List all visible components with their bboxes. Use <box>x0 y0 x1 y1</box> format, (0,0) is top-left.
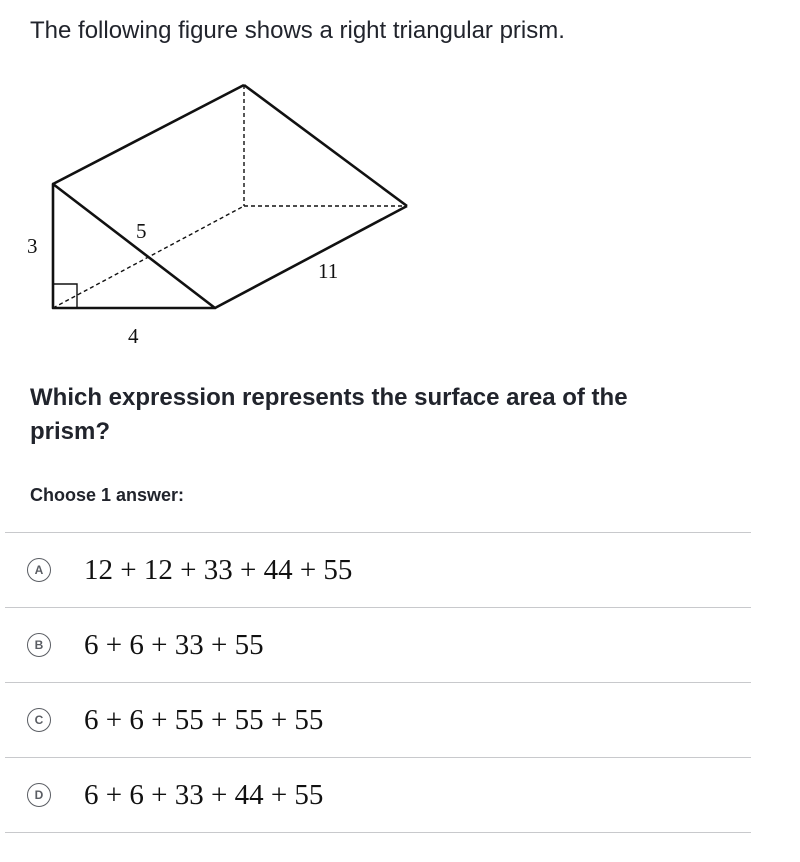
base-label: 4 <box>128 324 139 348</box>
choice-a[interactable] <box>5 533 751 608</box>
choice-d-letter-badge: D <box>27 783 51 807</box>
prism-figure <box>0 60 440 360</box>
top-right-edge <box>244 85 407 206</box>
choice-a-letter-badge: A <box>27 558 51 582</box>
choice-a-text: 12 + 12 + 33 + 44 + 55 <box>84 554 353 586</box>
bottom-right-edge <box>215 206 407 308</box>
hypotenuse-label: 5 <box>136 219 147 243</box>
answer-choices <box>5 532 751 833</box>
choice-d-text: 6 + 6 + 33 + 44 + 55 <box>84 779 324 811</box>
top-left-edge <box>53 85 244 184</box>
right-angle-marker <box>53 284 77 308</box>
visible-edges <box>53 85 407 308</box>
length-label: 11 <box>318 259 339 283</box>
intro-text: The following figure shows a right triangular prism. <box>30 17 565 44</box>
prism-diagram <box>0 60 440 360</box>
choice-b[interactable] <box>5 608 751 683</box>
choice-b-text: 6 + 6 + 33 + 55 <box>84 629 264 661</box>
question-text: Which expression represents the surface area of the prism? <box>30 384 628 445</box>
choice-c-text: 6 + 6 + 55 + 55 + 55 <box>84 704 324 736</box>
hidden-edges <box>53 85 407 308</box>
choose-label: Choose 1 answer: <box>30 485 185 505</box>
choice-d[interactable] <box>5 758 751 833</box>
height-label: 3 <box>27 234 38 258</box>
choice-b-letter-badge: B <box>27 633 51 657</box>
choice-c-letter-badge: C <box>27 708 51 732</box>
choice-c[interactable] <box>5 683 751 758</box>
